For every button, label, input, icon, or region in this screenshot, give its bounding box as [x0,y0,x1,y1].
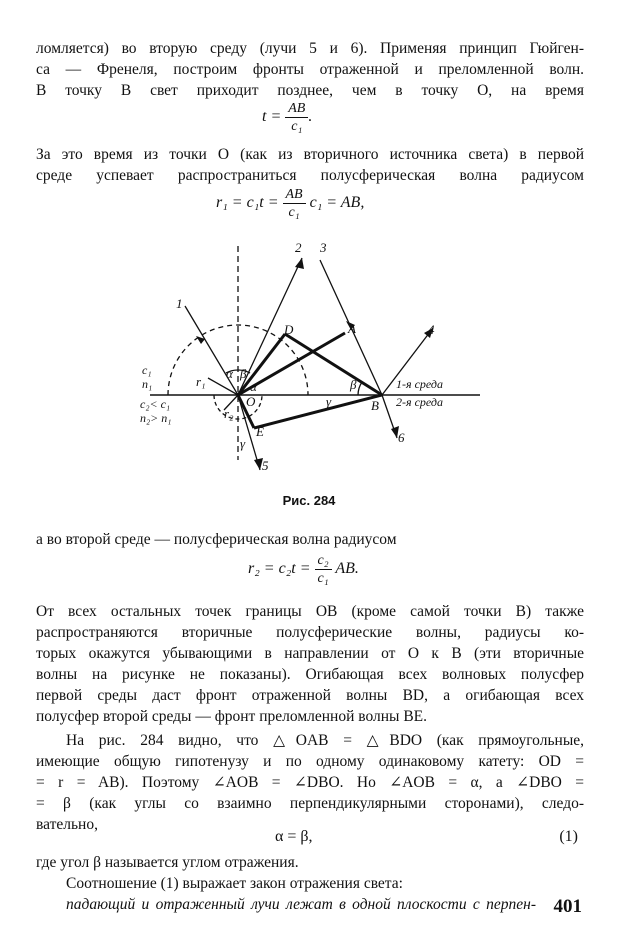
equation-number: (1) [559,828,578,845]
fraction-numerator: AB [283,186,306,204]
label-medium-1: 1-я среда [396,377,443,391]
front-BE [254,395,382,428]
label-ray-1: 1 [176,296,183,311]
figure-284 [130,238,490,488]
ray-1 [185,306,238,395]
formula-alpha-beta: α = β, [275,828,313,845]
paragraph-line: волны на рисунке не показаны). Огибающая всех волновых полусфер [36,666,584,683]
label-gamma: γ [326,394,332,409]
paragraph-line: торых окажутся убывающими в направлении от O к B (эти вторичные [36,645,584,662]
paragraph-line: вательно, [36,816,98,833]
paragraph-line: За это время из точки O (как из вторичного источника света) в первой [36,146,584,163]
formula-time [262,100,312,135]
label-r1: r₁ [196,374,206,389]
fraction [285,100,308,135]
label-alpha-2: α [250,379,257,394]
paragraph-line: первой среды даст фронт отраженной волны BD, а огибающая всех [36,687,584,704]
page-number: 401 [553,896,582,917]
label-beta: β [240,366,247,381]
label-c2-lt-c1: c₂< c₁ [140,397,171,411]
paragraph-line: где угол β называется углом отражения. [36,854,299,871]
formula-rhs: c₁ = AB, [309,194,365,212]
label-B: B [371,398,379,413]
label-O: O [246,394,256,409]
paragraph-line: са — Френеля, построим фронты отраженной и преломленной волн. [36,61,584,78]
fraction-numerator: AB [285,100,308,118]
fraction [315,552,332,587]
angle-arc [358,382,362,395]
formula-rhs: AB. [335,560,359,578]
paragraph-line: имеющие общую гипотенузу и по одному одинаковому катету: OD = [36,753,584,770]
label-ray-5: 5 [262,458,269,473]
label-r2: r₂ [224,406,234,421]
formula-r2 [248,552,359,587]
label-c1: c₁ [142,363,152,377]
formula-lhs: r₂ = c₂t = [248,560,311,578]
paragraph-line: В точку B свет приходит позднее, чем в точку O, на время [36,82,584,99]
paragraph-line: Соотношение (1) выражает закон отражения света: [66,875,403,892]
label-n1: n₁ [142,377,153,391]
formula-r1 [216,186,364,221]
label-medium-2: 2-я среда [396,395,443,409]
fraction [283,186,306,221]
paragraph-line: От всех остальных точек границы OB (кроме самой точки B) также [36,603,584,620]
label-alpha: α [226,366,233,381]
label-A: A [348,321,356,336]
label-ray-6: 6 [398,430,405,445]
fraction-denominator: c₁ [288,205,300,220]
fraction-numerator: c₂ [315,552,332,570]
paragraph-line: ломляется) во вторую среду (лучи 5 и 6). Применяя принцип Гюйген- [36,40,584,57]
paragraph-line: падающий и отраженный лучи лежат в одной плоскости с перпен- [66,896,536,913]
label-ray-3: 3 [320,240,327,255]
paragraph-line: среде успевает распространиться полусферическая волна радиусом [36,167,584,184]
label-n2-gt-n1: n₂> n₁ [140,411,172,425]
label-ray-2: 2 [295,240,302,255]
paragraph-line: распространяются вторичные полусферические волны, радиусы ко- [36,624,584,641]
segment-OD [238,334,285,395]
paragraph-line: На рис. 284 видно, что △OAB = △BDO (как прямоугольные, [66,732,584,749]
label-ray-4: 4 [428,322,435,337]
formula-end: . [308,108,313,126]
arrowhead [295,258,304,269]
formula-lhs: r₁ = c₁t = [216,194,279,212]
label-gamma-2: γ [240,436,246,451]
figure-caption: Рис. 284 [282,493,336,508]
paragraph-line: = r = AB). Поэтому ∠AOB = ∠DBO. Но ∠AOB = α, а ∠DBO = [36,774,584,791]
label-beta-2: β [350,377,357,392]
fraction-denominator: c₁ [317,571,329,586]
paragraph-line: полусфер второй среды — фронт преломленной волны BE. [36,708,428,725]
label-E: E [256,424,264,439]
formula-lhs: t = [262,108,282,126]
label-D: D [284,322,294,337]
paragraph-line: = β (как углы со взаимно перпендикулярными сторонами), следо- [36,795,584,812]
paragraph-line: а во второй среде — полусферическая волна радиусом [36,531,397,548]
fraction-denominator: c₁ [291,119,303,134]
